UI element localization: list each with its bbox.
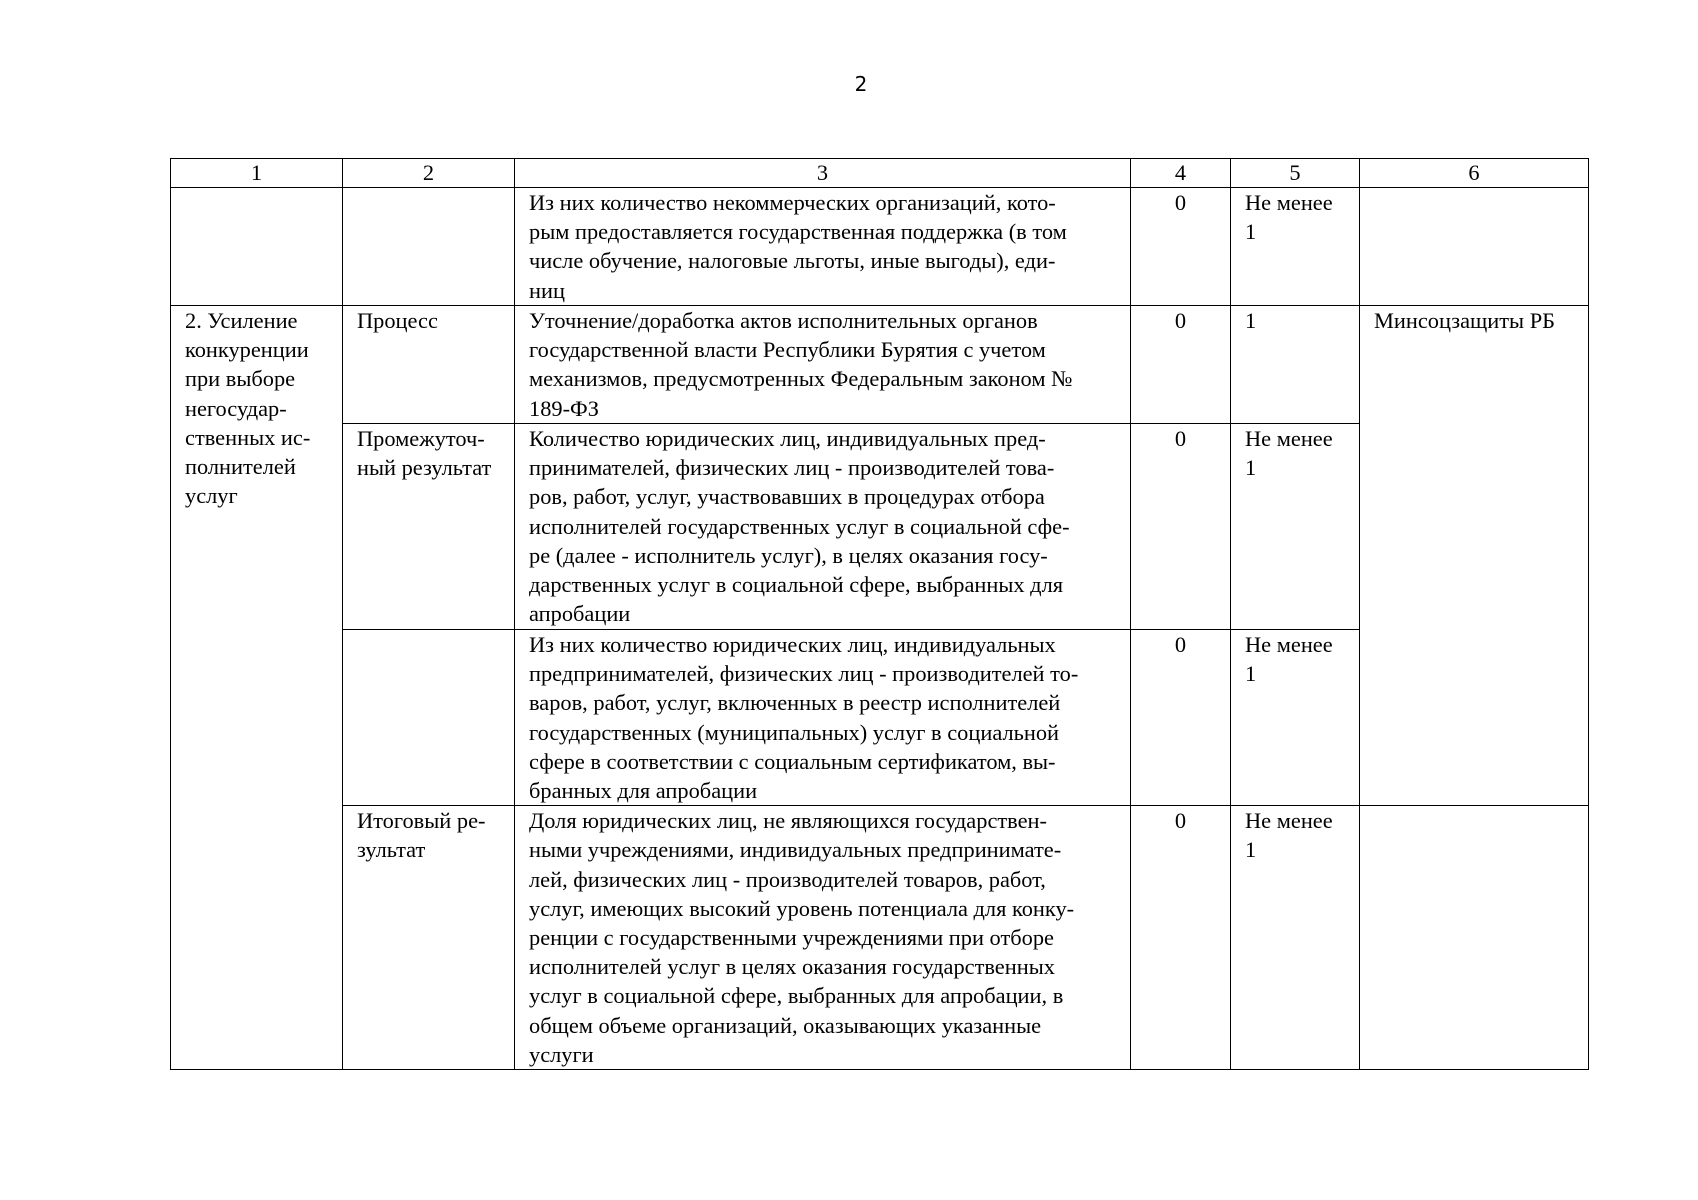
- text-line: государственной власти Республики Бурятия с учетом: [529, 337, 1046, 363]
- cell-responsible: [1360, 806, 1589, 1070]
- text-line: Не менее: [1245, 426, 1333, 451]
- cell-base-value: 0: [1131, 630, 1231, 806]
- cell-base-value: 0: [1131, 306, 1231, 424]
- header-col-4: 4: [1131, 159, 1231, 188]
- text-line: принимателей, физических лиц - производителей това-: [529, 455, 1055, 481]
- text-line: зультат: [357, 837, 426, 863]
- text-line: полнителей: [185, 454, 296, 480]
- text-line: при выборе: [185, 366, 296, 392]
- text-line: негосудар-: [185, 395, 287, 421]
- text-line: Из них количество юридических лиц, индивидуальных: [529, 632, 1056, 657]
- cell-indicator-name: [515, 188, 1131, 306]
- text-line: Количество юридических лиц, индивидуальных пред-: [529, 426, 1046, 451]
- header-col-5: 5: [1231, 159, 1360, 188]
- text-line: Промежуточ-: [357, 426, 485, 451]
- text-line: исполнителей государственных услуг в социальной сфе-: [529, 513, 1070, 539]
- text-line: 1: [1245, 455, 1257, 481]
- table-row: [171, 306, 1589, 424]
- text-line: числе обучение, налоговые льготы, иные выгоды), еди-: [529, 248, 1056, 274]
- text-line: Не менее: [1245, 632, 1333, 657]
- header-col-6: 6: [1360, 159, 1589, 188]
- text-line: апробации: [529, 601, 631, 627]
- text-line: услуг в социальной сфере, выбранных для апробации, в: [529, 983, 1064, 1009]
- text-line: ными учреждениями, индивидуальных предпринимате-: [529, 837, 1062, 863]
- text-line: 1: [1245, 308, 1257, 333]
- text-line: общем объеме организаций, оказывающих указанные: [529, 1012, 1042, 1038]
- cell-indicator-name: [515, 306, 1131, 424]
- text-line: ре (далее - исполнитель услуг), в целях оказания госу-: [529, 542, 1048, 568]
- cell-target-value: [1231, 306, 1360, 424]
- cell-task: [171, 188, 343, 306]
- text-line: ственных ис-: [185, 424, 311, 450]
- cell-indicator-type: [343, 188, 515, 306]
- cell-indicator-name: [515, 630, 1131, 806]
- table-header-row: [171, 159, 1589, 188]
- text-line: 1: [1245, 661, 1257, 687]
- text-line: ный результат: [357, 455, 492, 481]
- text-line: Уточнение/доработка актов исполнительных органов: [529, 308, 1038, 333]
- cell-indicator-name: [515, 424, 1131, 630]
- text-line: конкуренции: [185, 337, 309, 363]
- header-col-1: 1: [171, 159, 343, 188]
- cell-indicator-type: [343, 424, 515, 630]
- text-line: рым предоставляется государственная поддержка (в том: [529, 219, 1067, 245]
- page-number: 2: [854, 72, 868, 96]
- cell-target-value: [1231, 424, 1360, 630]
- text-line: ниц: [529, 277, 565, 303]
- text-line: исполнителей услуг в целях оказания государственных: [529, 954, 1055, 980]
- header-col-2: 2: [343, 159, 515, 188]
- cell-indicator-name: [515, 806, 1131, 1070]
- text-line: услуг: [185, 483, 238, 509]
- cell-target-value: [1231, 806, 1360, 1070]
- text-line: ренции с государственными учреждениями при отборе: [529, 925, 1054, 951]
- text-line: услуг, имеющих высокий уровень потенциала для конку-: [529, 895, 1075, 921]
- text-line: Из них количество некоммерческих организаций, кото-: [529, 190, 1056, 215]
- text-line: услуги: [529, 1041, 594, 1067]
- cell-indicator-type: [343, 806, 515, 1070]
- text-line: 1: [1245, 837, 1257, 863]
- cell-responsible: Минсоцзащиты РБ: [1360, 306, 1589, 806]
- text-line: Не менее: [1245, 190, 1333, 215]
- text-line: 189-ФЗ: [529, 395, 599, 421]
- cell-target-value: [1231, 188, 1360, 306]
- indicators-table: [170, 158, 1589, 1070]
- text-line: государственных (муниципальных) услуг в социальной: [529, 719, 1059, 745]
- cell-responsible: [1360, 188, 1589, 306]
- text-line: лей, физических лиц - производителей товаров, работ,: [529, 866, 1046, 892]
- table-row: [171, 188, 1589, 306]
- text-line: ров, работ, услуг, участвовавших в процедурах отбора: [529, 484, 1045, 510]
- text-line: варов, работ, услуг, включенных в реестр исполнителей: [529, 690, 1061, 716]
- cell-base-value: 0: [1131, 188, 1231, 306]
- text-line: дарственных услуг в социальной сфере, выбранных для: [529, 572, 1064, 598]
- header-col-3: 3: [515, 159, 1131, 188]
- text-line: сфере в соответствии с социальным сертификатом, вы-: [529, 748, 1056, 774]
- cell-base-value: 0: [1131, 806, 1231, 1070]
- cell-target-value: [1231, 630, 1360, 806]
- text-line: Доля юридических лиц, не являющихся государствен-: [529, 808, 1047, 834]
- text-line: 2. Усиление: [185, 308, 298, 333]
- text-line: Не менее: [1245, 808, 1333, 834]
- table-row: [171, 806, 1589, 1070]
- cell-base-value: 0: [1131, 424, 1231, 630]
- text-line: бранных для апробации: [529, 778, 758, 804]
- text-line: 1: [1245, 219, 1257, 245]
- text-line: предпринимателей, физических лиц - производителей то-: [529, 661, 1079, 687]
- cell-task: [171, 306, 343, 1070]
- text-line: механизмов, предусмотренных Федеральным законом №: [529, 366, 1073, 392]
- text-line: Итоговый ре-: [357, 808, 486, 834]
- cell-indicator-type: [343, 306, 515, 424]
- cell-indicator-type: [343, 630, 515, 806]
- text-line: Процесс: [357, 308, 438, 333]
